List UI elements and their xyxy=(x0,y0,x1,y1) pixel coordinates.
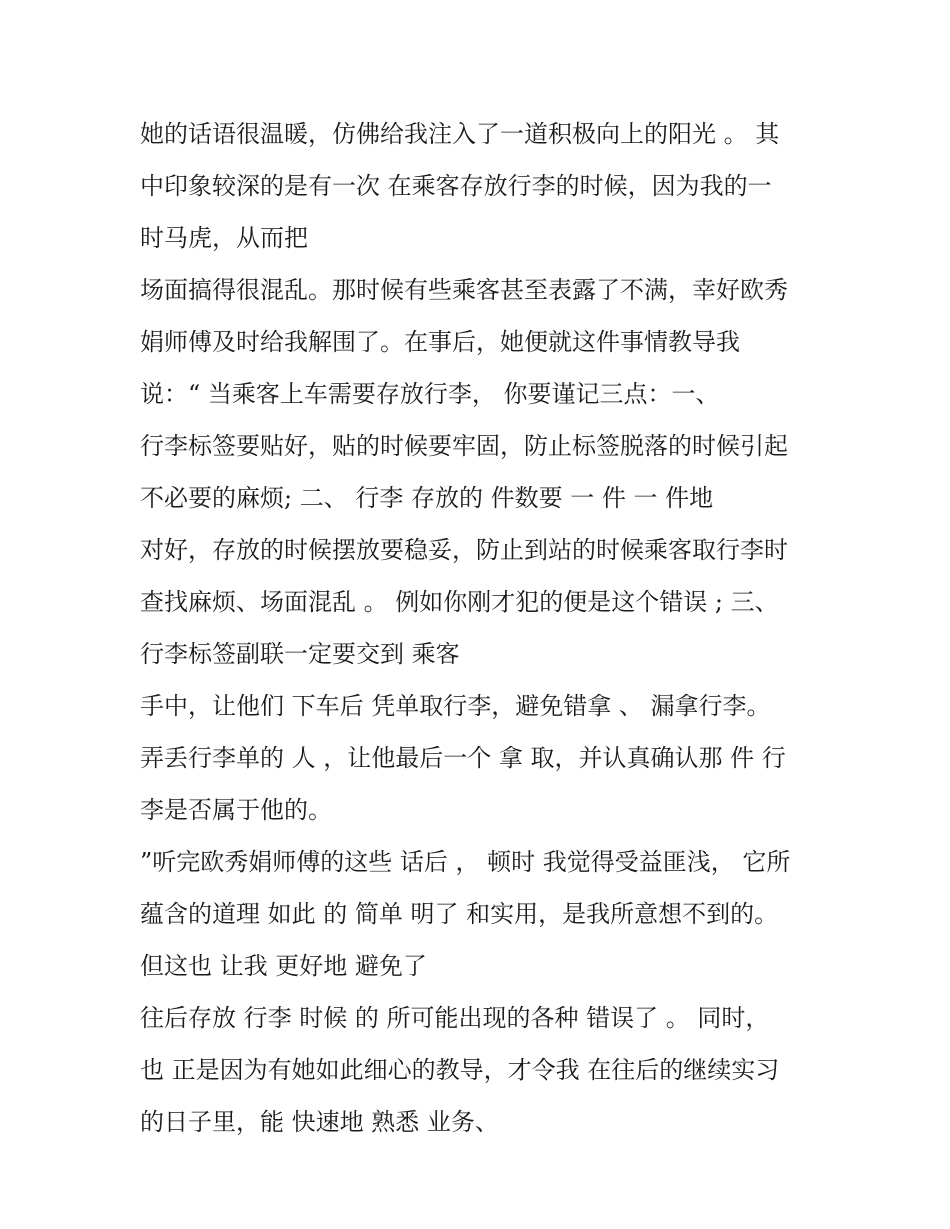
text-line: 时马虎，从而把 xyxy=(140,224,308,252)
text-line: 手中，让他们 下车后 凭单取行李，避免错拿 、 漏拿行李。 xyxy=(140,692,771,720)
text-line: 但这也 让我 更好地 避免了 xyxy=(140,952,427,980)
text-line: 李是否属于他的。 xyxy=(140,796,332,824)
text-line: 往后存放 行李 时候 的 所可能出现的各种 错误了 。 同时， xyxy=(140,1004,770,1032)
text-line: 行李标签要贴好，贴的时候要牢固，防止标签脱落的时候引起 xyxy=(140,432,788,460)
text-line: 的日子里，能 快速地 熟悉 业务、 xyxy=(140,1108,499,1136)
text-line: 对好，存放的时候摆放要稳妥，防止到站的时候乘客取行李时 xyxy=(140,536,788,564)
text-line: 她的话语很温暖，仿佛给我注入了一道积极向上的阳光 。 其 xyxy=(140,120,780,148)
text-line: 也 正是因为有她如此细心的教导，才令我 在往后的继续实习 xyxy=(140,1056,780,1084)
text-line: 行李标签副联一定要交到 乘客 xyxy=(140,640,460,668)
text-line: 弄丢行李单的 人 ，让他最后一个 拿 取，并认真确认那 件 行 xyxy=(140,744,786,772)
text-line: 场面搞得很混乱。那时候有些乘客甚至表露了不满，幸好欧秀 xyxy=(140,276,788,304)
body-text xyxy=(140,108,830,1148)
text-line: 不必要的麻烦; 二、 行李 存放的 件数要 一 件 一 件地 xyxy=(140,484,714,512)
text-line: 说：“ 当乘客上车需要存放行李， 你要谨记三点：一、 xyxy=(140,380,720,408)
text-line: 蕴含的道理 如此 的 简单 明了 和实用，是我所意想不到的。 xyxy=(140,900,779,928)
text-line: 娟师傅及时给我解围了。在事后，她便就这件事情教导我 xyxy=(140,328,740,356)
text-line: 查找麻烦、场面混乱 。 例如你刚才犯的便是这个错误 ; 三、 xyxy=(140,588,779,616)
text-line: 中印象较深的是有一次 在乘客存放行李的时候，因为我的一 xyxy=(140,172,772,200)
text-line: ”听完欧秀娟师傅的这些 话后 ， 顿时 我觉得受益匪浅， 它所 xyxy=(140,848,791,876)
